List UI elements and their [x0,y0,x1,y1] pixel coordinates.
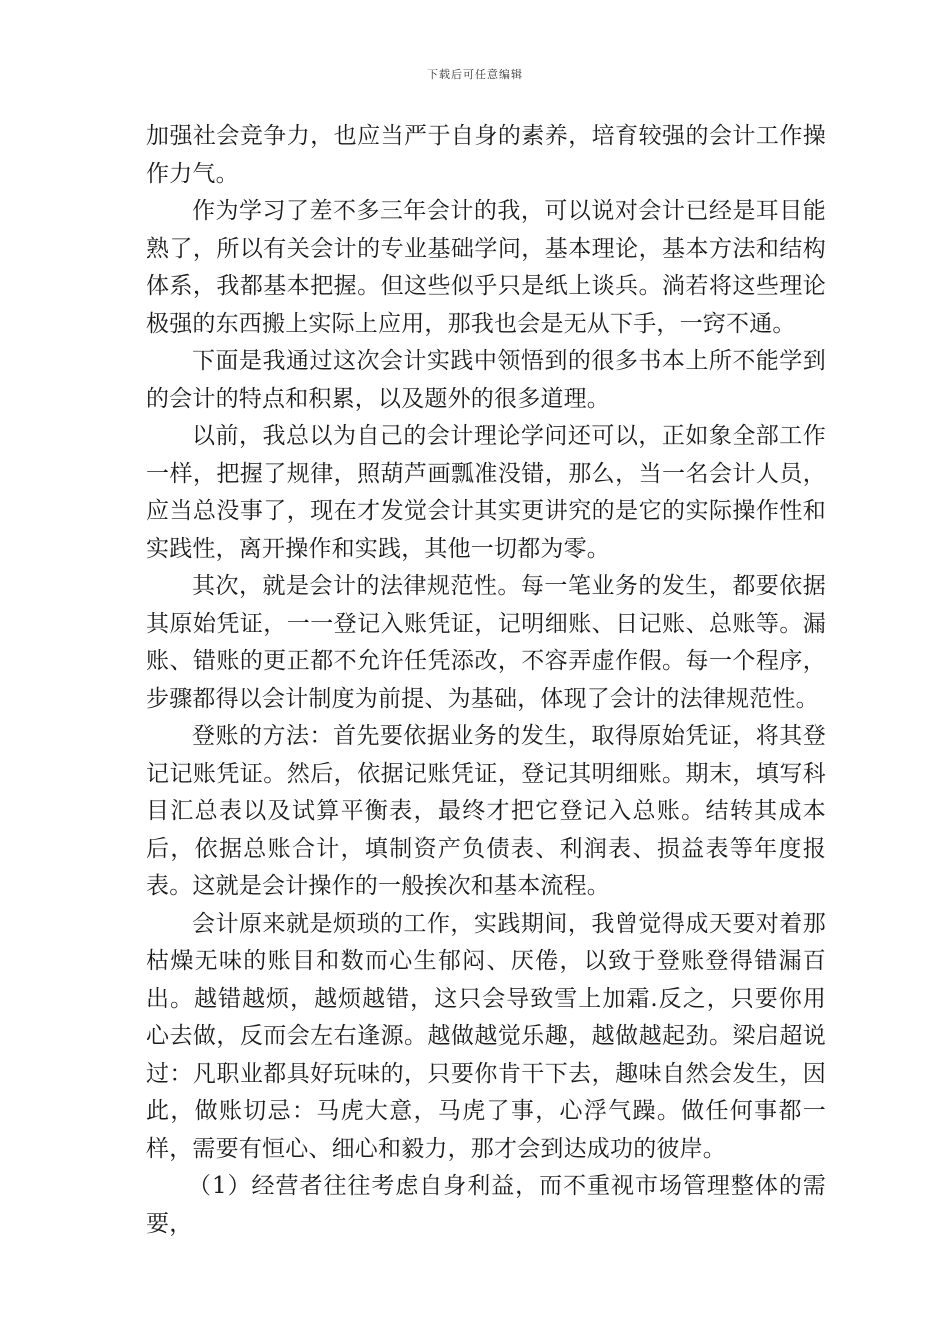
paragraph-continuation: 加强社会竞争力，也应当严于自身的素养，培育较强的会计工作操作力气。 [146,123,826,187]
paragraph-legal-norms: 其次，就是会计的法律规范性。每一笔业务的发生，都要依据其原始凭证，一一登记入账凭证，记明细账、日记账、总账等。漏账、错账的更正都不允许任凭添改，不容弄虚作假。每一个程序，步骤都得以会计制度为前提、为基础，体现了会计的法律规范性。 [146,573,826,712]
paragraph-introduction: 下面是我通过这次会计实践中领悟到的很多书本上所不能学到的会计的特点和积累，以及题外的很多道理。 [146,348,826,412]
paragraph-list-item-1: （1）经营者往往考虑自身利益，而不重视市场管理整体的需要， [146,1173,826,1237]
paragraph-attitude: 会计原来就是烦琐的工作，实践期间，我曾觉得成天要对着那枯燥无味的账目和数而心生郁闷、厌倦，以致于登账登得错漏百出。越错越烦，越烦越错，这只会导致雪上加霜.反之，只要你用心去做，反而会左右逢源。越做越觉乐趣，越做越起劲。梁启超说过：凡职业都具好玩味的，只要你肯干下去，趣味自然会发生，因此，做账切忌：马虎大意，马虎了事，心浮气躁。做任何事都一样，需要有恒心、细心和毅力，那才会到达成功的彼岸。 [146,910,826,1162]
document-body [146,118,826,1243]
page-header: 下载后可任意编辑 [427,68,523,81]
paragraph-bookkeeping-method: 登账的方法：首先要依据业务的发生，取得原始凭证，将其登记记账凭证。然后，依据记账凭证，登记其明细账。期末，填写科目汇总表以及试算平衡表，最终才把它登记入总账。结转其成本后，依据总账合计，填制资产负债表、利润表、损益表等年度报表。这就是会计操作的一般挨次和基本流程。 [146,723,826,899]
paragraph-study-background: 作为学习了差不多三年会计的我，可以说对会计已经是耳目能熟了，所以有关会计的专业基础学问，基本理论，基本方法和结构体系，我都基本把握。但这些似乎只是纸上谈兵。淌若将这些理论极强的东西搬上实际上应用，那我也会是无从下手，一窍不通。 [146,198,826,337]
paragraph-practice: 以前，我总以为自己的会计理论学问还可以，正如象全部工作一样，把握了规律，照葫芦画瓢准没错，那么，当一名会计人员，应当总没事了，现在才发觉会计其实更讲究的是它的实际操作性和实践性，离开操作和实践，其他一切都为零。 [146,423,826,562]
